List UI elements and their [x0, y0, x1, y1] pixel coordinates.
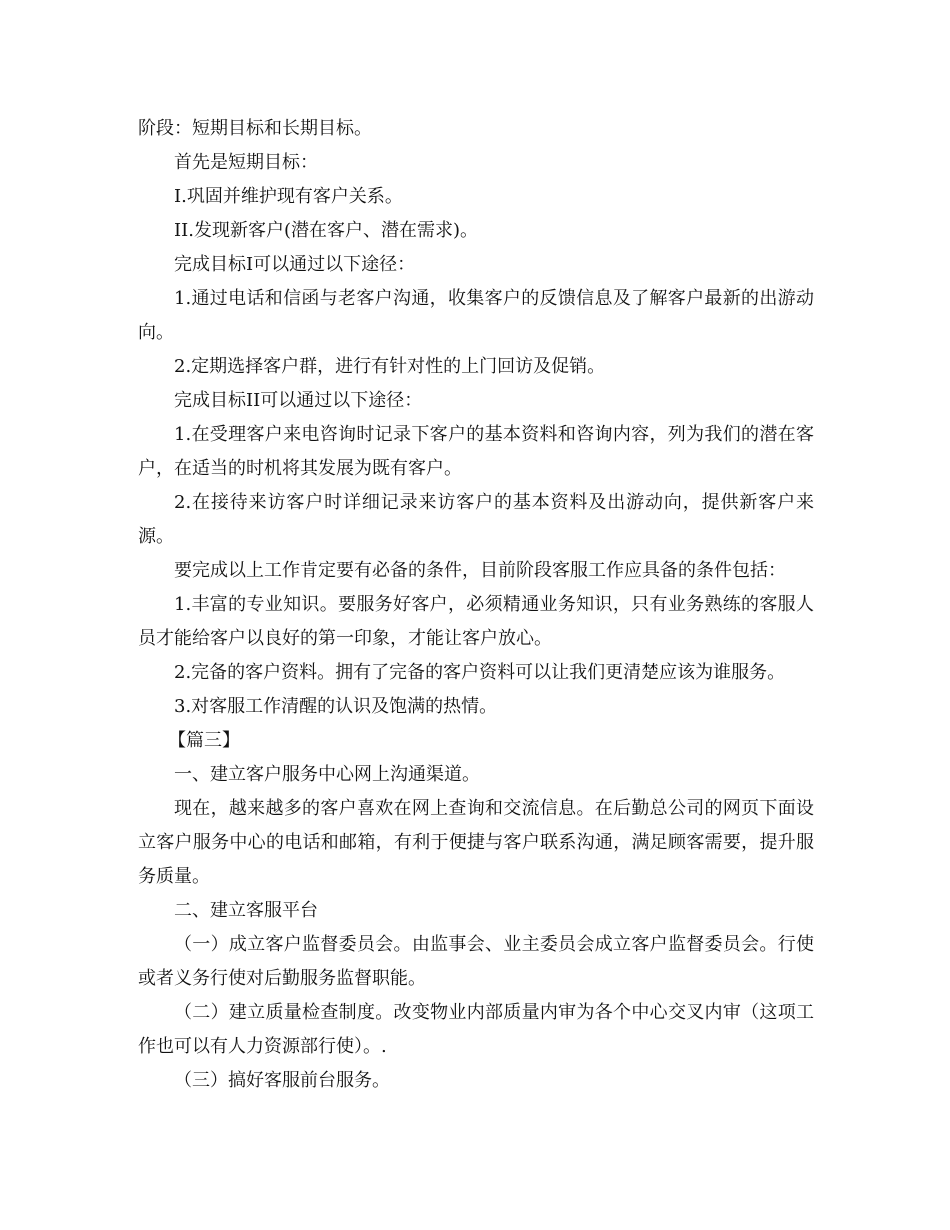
paragraph-1: 阶段：短期目标和长期目标。	[138, 118, 372, 139]
paragraph-5: 完成目标I可以通过以下途径：	[174, 254, 416, 275]
paragraph-4: II.发现新客户(潜在客户、潜在需求)。	[174, 220, 478, 241]
paragraph-13: 2.完备的客户资料。拥有了完备的客户资料可以让我们更清楚应该为谁服务。	[174, 662, 786, 683]
paragraph-10: 2.在接待来访客户时详细记录来访客户的基本资料及出游动向，提供新客户来源。	[138, 492, 814, 547]
paragraph-6: 1.通过电话和信函与老客户沟通，收集客户的反馈信息及了解客户最新的出游动向。	[138, 288, 814, 343]
paragraph-19: （一）成立客户监督委员会。由监事会、业主委员会成立客户监督委员会。行使或者义务行使对后勤服务监督职能。	[138, 934, 814, 989]
document-body	[138, 112, 814, 1098]
paragraph-17: 现在，越来越多的客户喜欢在网上查询和交流信息。在后勤总公司的网页下面设立客户服务中心的电话和邮箱，有利于便捷与客户联系沟通，满足顾客需要，提升服务质量。	[138, 798, 814, 887]
paragraph-16: 一、建立客户服务中心网上沟通渠道。	[174, 764, 480, 785]
paragraph-7: 2.定期选择客户群，进行有针对性的上门回访及促销。	[174, 356, 606, 377]
paragraph-11: 要完成以上工作肯定要有必备的条件，目前阶段客服工作应具备的条件包括：	[174, 560, 786, 581]
paragraph-14: 3.对客服工作清醒的认识及饱满的热情。	[174, 696, 498, 717]
paragraph-21: （三）搞好客服前台服务。	[174, 1070, 390, 1091]
paragraph-8: 完成目标II可以通过以下途径：	[174, 390, 423, 411]
section-heading-part-three: 【篇三】	[168, 730, 240, 751]
paragraph-3: I.巩固并维护现有客户关系。	[174, 186, 403, 207]
paragraph-12: 1.丰富的专业知识。要服务好客户，必须精通业务知识，只有业务熟练的客服人员才能给客户以良好的第一印象，才能让客户放心。	[138, 594, 814, 649]
paragraph-2: 首先是短期目标：	[174, 152, 318, 173]
paragraph-18: 二、建立客服平台	[174, 900, 318, 921]
paragraph-9: 1.在受理客户来电咨询时记录下客户的基本资料和咨询内容，列为我们的潜在客户，在适当的时机将其发展为既有客户。	[138, 424, 814, 479]
paragraph-20: （二）建立质量检查制度。改变物业内部质量内审为各个中心交叉内审（这项工作也可以有人力资源部行使）。.	[138, 1002, 814, 1057]
